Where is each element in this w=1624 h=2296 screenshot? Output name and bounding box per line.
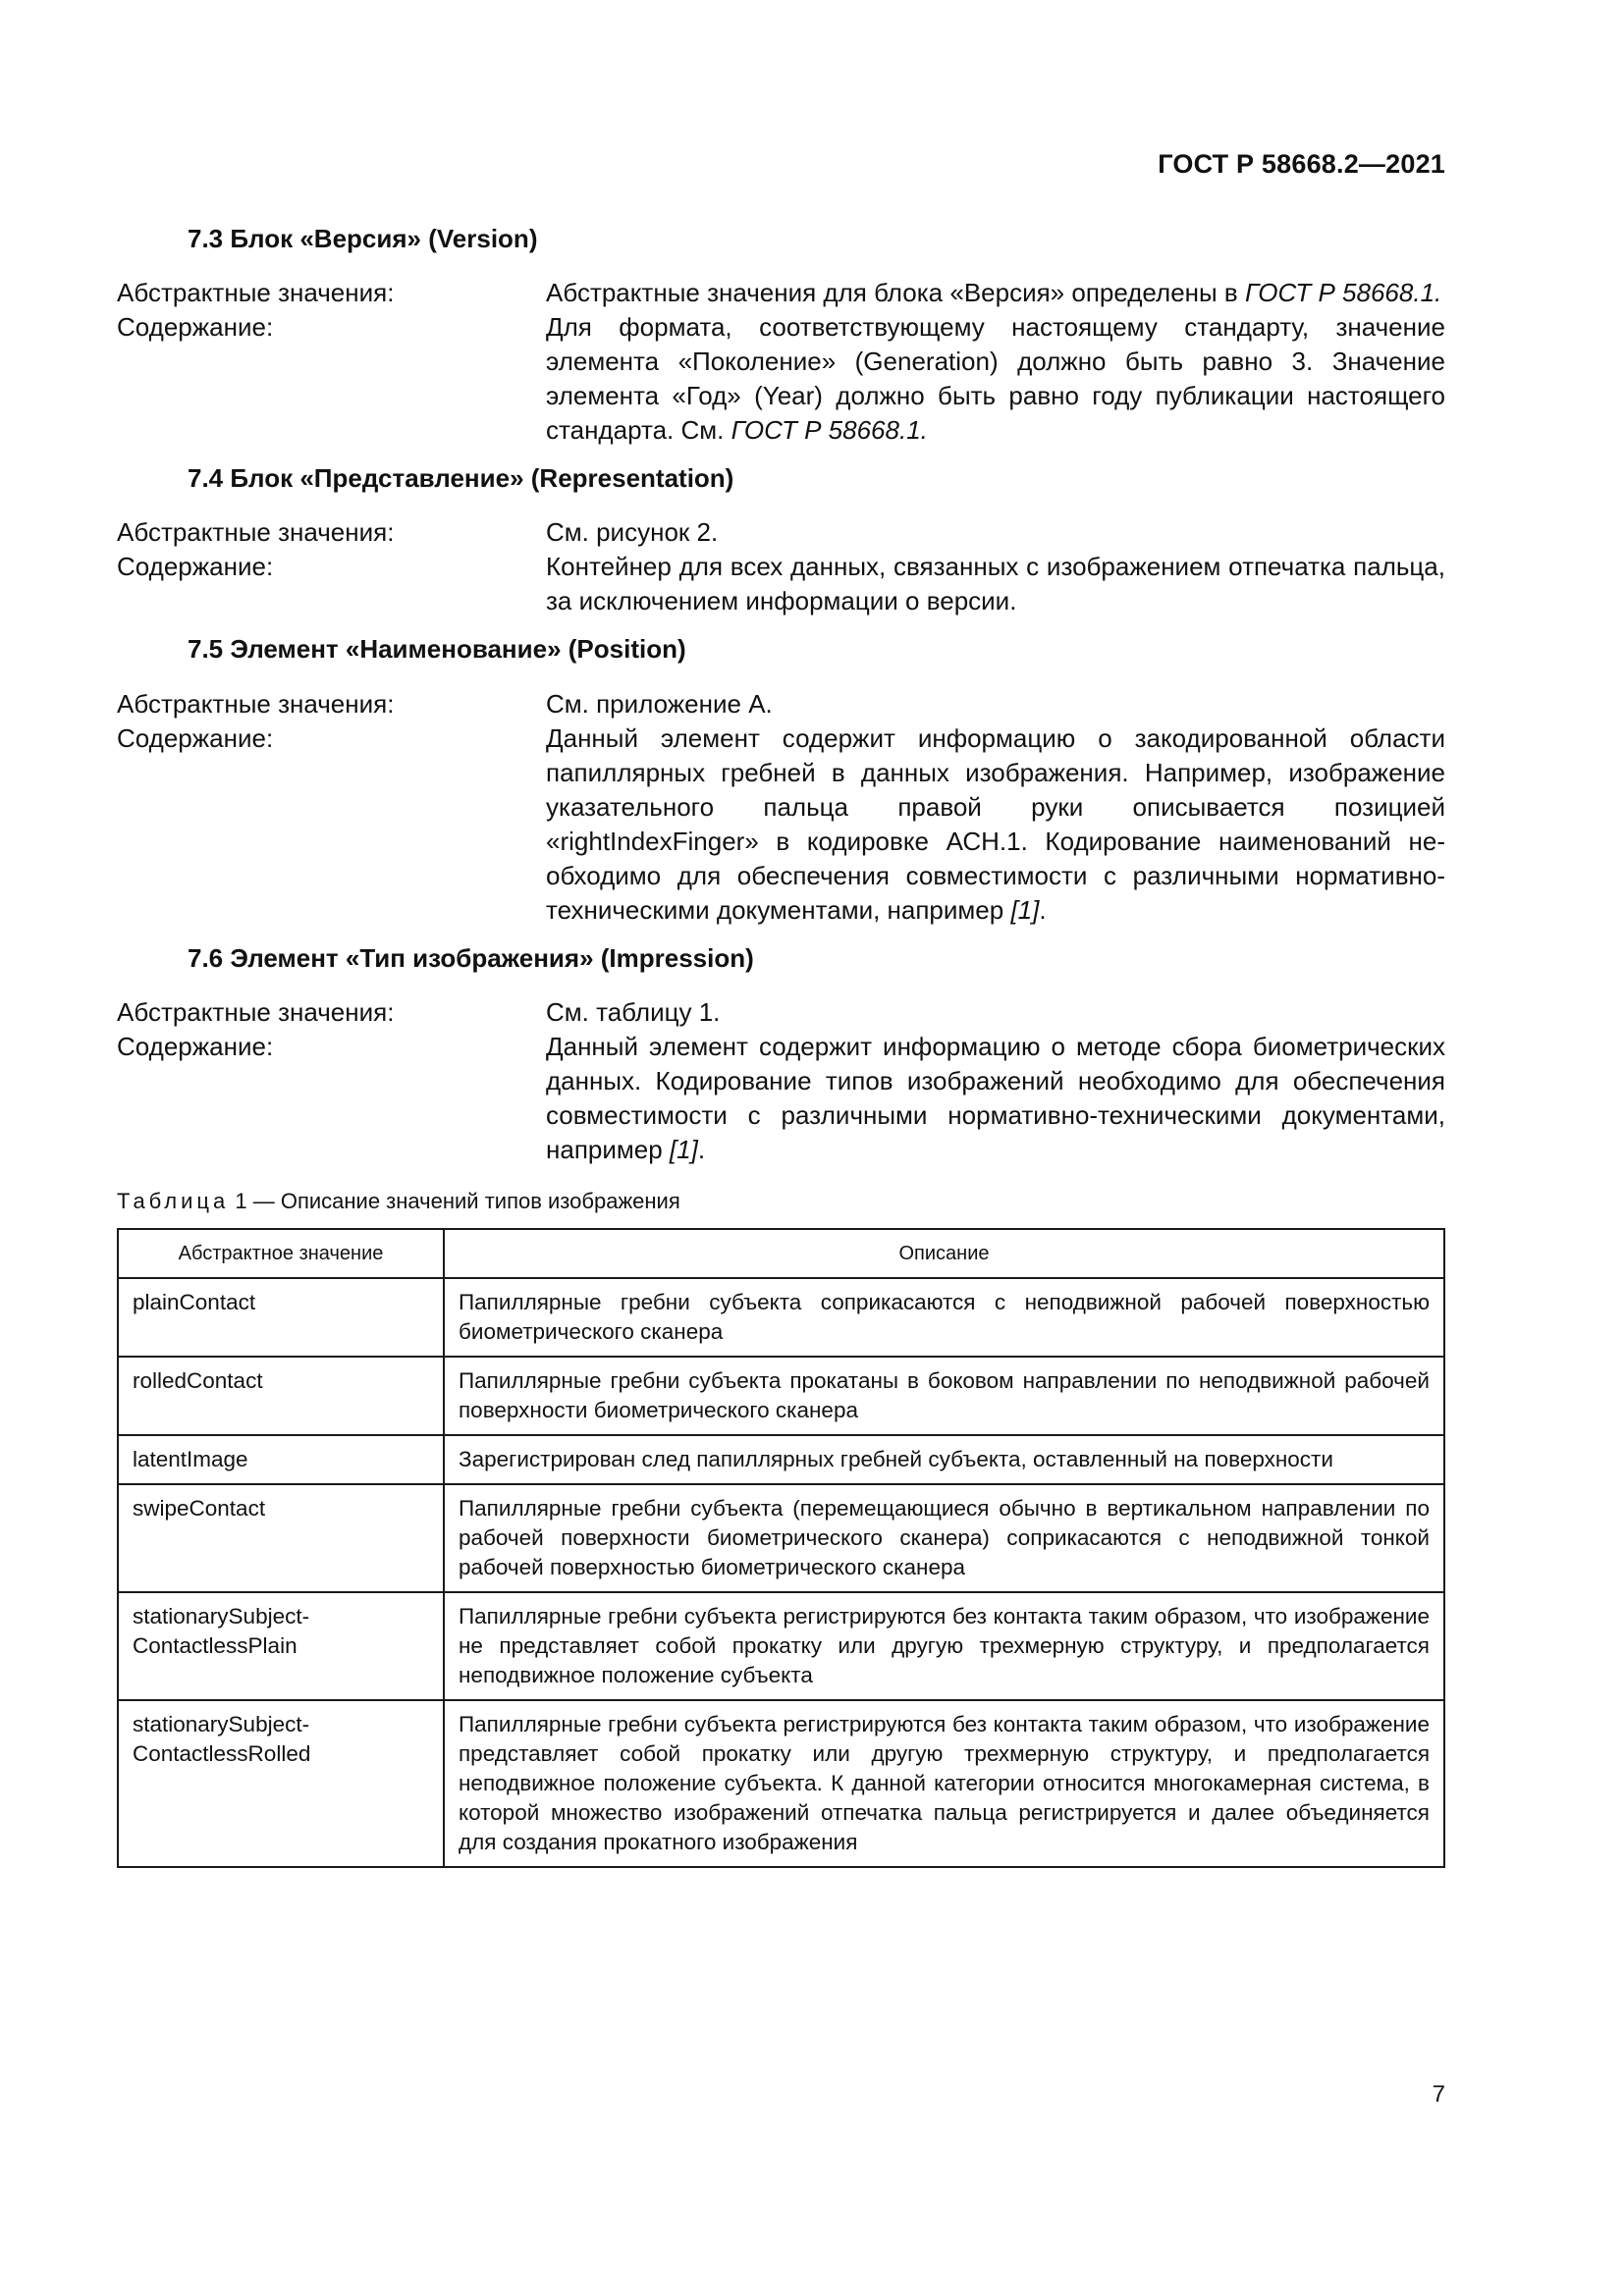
content-text: Данный элемент содержит информацию о закодированной области папиллярных гребней в данных изображения. Например, изображение указательного пальца правой руки описывается позицией «rightIndexFinger» в кодировке АСН.1. Кодирование наименований необходимо для обеспечения совместимости с различными нормативно-техническими документами, например [1]. bbox=[546, 722, 1445, 925]
abstract-values-label: Абстрактные значения: bbox=[117, 278, 395, 308]
abstract-value-cell: plainContact bbox=[118, 1278, 444, 1357]
section-title: 7.3 Блок «Версия» (Version) bbox=[188, 224, 538, 253]
abstract-values-label: Абстрактные значения: bbox=[117, 996, 395, 1027]
table-header-row bbox=[118, 1229, 1444, 1278]
abstract-values-text: Абстрактные значения для блока «Версия» определены в ГОСТ Р 58668.1. bbox=[546, 278, 1442, 308]
table-row bbox=[118, 1700, 1444, 1867]
document-code: ГОСТ Р 58668.2—2021 bbox=[1158, 149, 1445, 179]
table-row bbox=[118, 1278, 1444, 1357]
abstract-values-text: См. рисунок 2. bbox=[546, 517, 719, 548]
description-cell: Папиллярные гребни субъекта регистрируются без контакта таким образом, что изображение представляет собой прокатку или другую трехмерную структуру, и предполагается неподвижное положение субъекта. К данной категории относится многокамерная система, в которой множество изображений отпечатка пальца регистрируется и далее объединяется для создания прокатного изображения bbox=[444, 1700, 1444, 1867]
content-row bbox=[117, 310, 1445, 448]
section-title: 7.5 Элемент «Наименование» (Position) bbox=[188, 634, 686, 665]
page-number: 7 bbox=[1432, 2081, 1445, 2108]
content-row bbox=[117, 550, 1445, 618]
abstract-values-label: Абстрактные значения: bbox=[117, 688, 395, 719]
section-title: 7.4 Блок «Представление» (Representation) bbox=[188, 463, 734, 494]
abstract-values-label: Абстрактные значения: bbox=[117, 517, 395, 548]
abstract-values-row bbox=[117, 276, 1445, 310]
table-row bbox=[118, 1592, 1444, 1700]
column-header: Абстрактное значение bbox=[118, 1229, 444, 1278]
content-label: Содержание: bbox=[117, 312, 274, 343]
abstract-values-row bbox=[117, 515, 1445, 550]
content-text: Контейнер для всех данных, связанных с изображением отпечатка пальца, за исключением информации о версии. bbox=[546, 552, 1445, 616]
abstract-values-row bbox=[117, 687, 1445, 721]
table-caption-text: 1 — Описание значений типов изображения bbox=[229, 1188, 680, 1213]
column-header: Описание bbox=[444, 1229, 1444, 1278]
bibliography-reference: [1] bbox=[669, 1134, 698, 1164]
content-row bbox=[117, 721, 1445, 928]
description-cell: Зарегистрирован след папиллярных гребней субъекта, оставленный на поверхности bbox=[444, 1435, 1444, 1484]
page-content bbox=[117, 224, 1445, 1868]
abstract-value-cell: stationarySubject- ContactlessRolled bbox=[118, 1700, 444, 1867]
content-text: Данный элемент содержит информацию о методе сбора биометрических данных. Кодирование типов изображений необходимо для обеспечения совместимости с различными нормативно-техническими документами, например [1]. bbox=[546, 1031, 1445, 1164]
bibliography-reference: [1] bbox=[1010, 894, 1040, 925]
abstract-values-row bbox=[117, 995, 1445, 1030]
standard-reference: ГОСТ Р 58668.1. bbox=[731, 415, 928, 446]
table-row bbox=[118, 1357, 1444, 1435]
standard-reference: ГОСТ Р 58668.1. bbox=[1244, 278, 1442, 308]
abstract-value-cell: rolledContact bbox=[118, 1357, 444, 1435]
description-cell: Папиллярные гребни субъекта регистрируются без контакта таким образом, что изображение не представляет собой прокатку или другую трехмерную структуру, и предполагается неподвижное положение субъекта bbox=[444, 1592, 1444, 1700]
description-cell: Папиллярные гребни субъекта прокатаны в боковом направлении по неподвижной рабочей поверхности биометрического сканера bbox=[444, 1357, 1444, 1435]
content-label: Содержание: bbox=[117, 1031, 274, 1061]
table-row bbox=[118, 1484, 1444, 1592]
section-position bbox=[117, 634, 1445, 927]
table-row bbox=[118, 1435, 1444, 1484]
section-title: 7.6 Элемент «Тип изображения» (Impression) bbox=[188, 942, 754, 973]
content-text: Для формата, соответствующему настоящему стандарту, значение элемента «Поколение» (Generation) должно быть равно 3. Значение элемента «Год» (Year) должно быть равно году публикации настоящего стандарта. См. ГОСТ Р 58668.1. bbox=[546, 312, 1445, 446]
table-caption bbox=[117, 1189, 1445, 1214]
abstract-value-cell: swipeContact bbox=[118, 1484, 444, 1592]
content-row bbox=[117, 1030, 1445, 1167]
abstract-value-cell: stationarySubject- ContactlessPlain bbox=[118, 1592, 444, 1700]
abstract-values-text: См. таблицу 1. bbox=[546, 996, 721, 1027]
description-cell: Папиллярные гребни субъекта соприкасаются с неподвижной рабочей поверхностью биометрического сканера bbox=[444, 1278, 1444, 1357]
section-impression bbox=[117, 943, 1445, 1167]
content-label: Содержание: bbox=[117, 722, 274, 753]
abstract-value-cell: latentImage bbox=[118, 1435, 444, 1484]
content-label: Содержание: bbox=[117, 552, 274, 582]
table-caption-label: Таблица bbox=[117, 1188, 230, 1213]
section-version bbox=[117, 224, 1445, 448]
impression-types-table bbox=[117, 1228, 1445, 1868]
abstract-values-text: См. приложение А. bbox=[546, 688, 773, 719]
section-representation bbox=[117, 463, 1445, 618]
description-cell: Папиллярные гребни субъекта (перемещающиеся обычно в вертикальном направлении по рабочей поверхности биометрического сканера) соприкасаются с неподвижной тонкой рабочей поверхностью биометрического сканера bbox=[444, 1484, 1444, 1592]
